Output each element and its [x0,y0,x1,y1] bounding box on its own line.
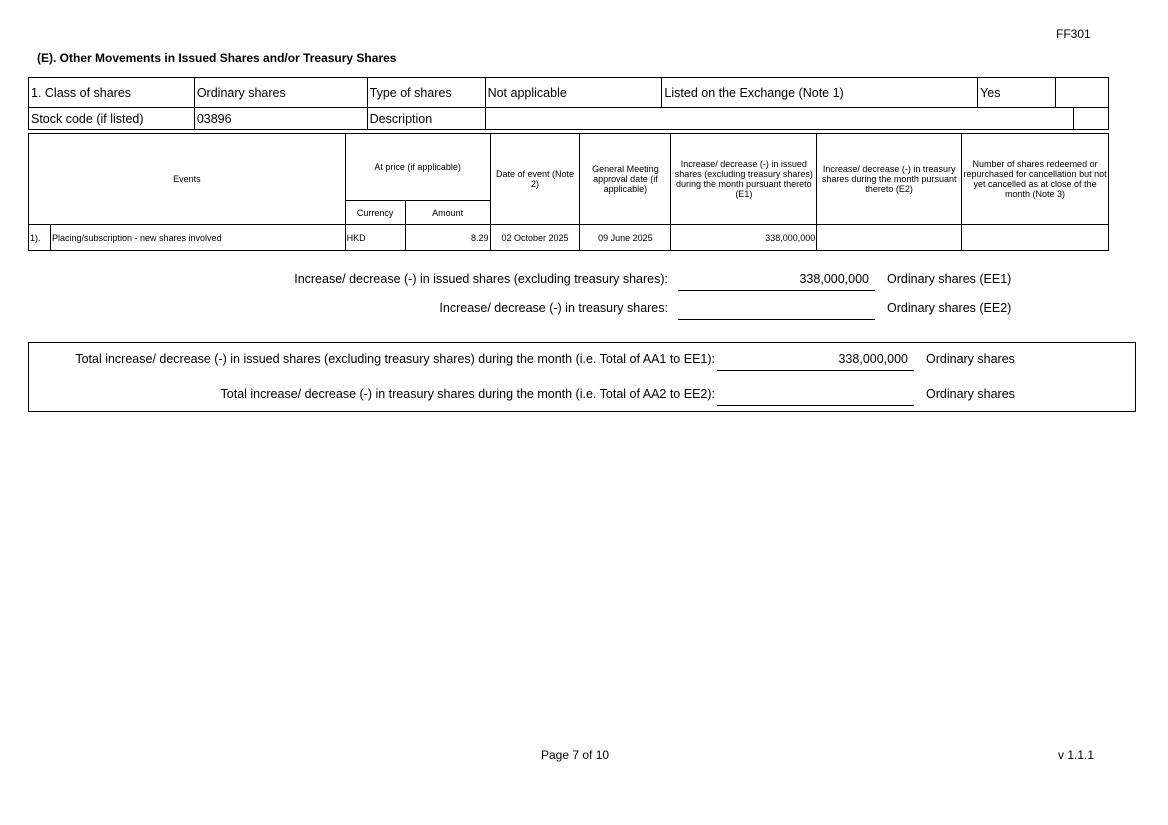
total-treasury-label: Total increase/ decrease (-) in treasury shares during the month (i.e. Total of AA2 to EE2): [220,387,715,401]
row-amount: 8.29 [405,225,490,251]
currency-header: Currency [345,201,405,225]
row-event: Placing/subscription - new shares involved [50,225,345,251]
e2-header: Increase/ decrease (-) in treasury shares during the month pursuant thereto (E2) [817,134,962,225]
row-currency: HKD [345,225,405,251]
code-label: Stock code (if listed) [29,108,195,130]
listed-value: Yes [978,78,1056,108]
ee1-unit: Ordinary shares (EE1) [887,272,1012,286]
row-e2 [817,225,962,251]
price-header: At price (if applicable) [345,134,490,201]
total-treasury-value [717,387,914,406]
events-table [28,133,1109,251]
version-label: v 1.1.1 [1058,748,1095,762]
listed-label: Listed on the Exchange (Note 1) [662,78,978,108]
meeting-header: General Meeting approval date (if applicable) [580,134,671,225]
listed-extra-cell [1056,78,1109,108]
table-row [29,225,1109,251]
total-issued-value: 338,000,000 [717,352,914,371]
ee2-label: Increase/ decrease (-) in treasury shares: [439,301,668,315]
row-index: 1). [29,225,51,251]
class-info-table [28,77,1109,130]
page-number: Page 7 of 10 [541,748,610,762]
desc-value [485,108,1073,130]
type-label: Type of shares [367,78,485,108]
ee1-label: Increase/ decrease (-) in issued shares (excluding treasury shares): [294,272,668,286]
total-issued-label: Total increase/ decrease (-) in issued shares (excluding treasury shares) during the month (i.e. Total of AA1 to EE1): [75,352,715,366]
code-value: 03896 [194,108,367,130]
section-title: (E). Other Movements in Issued Shares and/or Treasury Shares [37,51,397,65]
form-code: FF301 [1056,27,1091,41]
amount-header: Amount [405,201,490,225]
row-meeting: 09 June 2025 [580,225,671,251]
class-label: 1. Class of shares [29,78,195,108]
desc-label: Description [367,108,485,130]
ee1-value: 338,000,000 [678,272,875,291]
row-e1: 338,000,000 [671,225,817,251]
desc-extra-cell [1073,108,1108,130]
total-issued-unit: Ordinary shares [926,352,1015,366]
events-header: Events [29,134,346,225]
e1-header: Increase/ decrease (-) in issued shares (excluding treasury shares) during the month pursuant thereto (E1) [671,134,817,225]
class-value: Ordinary shares [194,78,367,108]
total-treasury-unit: Ordinary shares [926,387,1015,401]
ee2-value [678,301,875,320]
redeemed-header: Number of shares redeemed or repurchased for cancellation but not yet cancelled as at close of the month (Note 3) [962,134,1109,225]
row-date: 02 October 2025 [490,225,580,251]
type-value: Not applicable [485,78,662,108]
row-redeemed [962,225,1109,251]
date-header: Date of event (Note 2) [490,134,580,225]
ee2-unit: Ordinary shares (EE2) [887,301,1012,315]
